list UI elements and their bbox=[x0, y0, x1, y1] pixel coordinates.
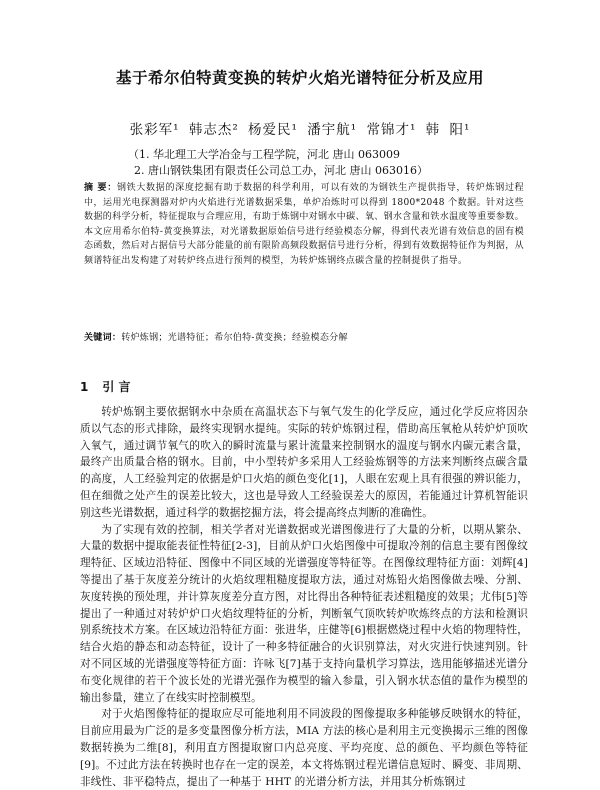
section-title: 引 言 bbox=[102, 380, 131, 394]
abstract bbox=[84, 181, 524, 269]
section-number: 1 bbox=[80, 380, 89, 394]
paper-title: 基于希尔伯特黄变换的转炉火焰光谱特征分析及应用 bbox=[115, 69, 484, 87]
body-text bbox=[80, 404, 528, 790]
paragraph: 转炉炼钢主要依据钢水中杂质在高温状态下与氧气发生的化学反应，通过化学反应将因杂质以气态的形式排除，最终实现钢水提纯。实际的转炉炼钢过程，借助高压氧枪从转炉炉顶吹入氧气，通过调节氧气的吹入的瞬时流量与累计流量来控制钢水的温度与钢水内碳元素含量，最终产出质量合格的钢水。目前，中小型转炉多采用人工经验炼钢等的方法来判断终点碳含量的高度，人工经验判定的依据是炉口火焰的颜色变化[1]，人眼在宏观上具有很强的辨识能力，但在细微之处产生的误差比较大，这也是导致人工经验误差大的原因，若能通过计算机智能识别这些光谱数据，通过科学的数据挖掘方法，将会提高终点判断的准确性。 bbox=[80, 406, 528, 519]
keywords bbox=[84, 330, 524, 343]
abstract-label: 摘 要： bbox=[84, 183, 117, 193]
author-list: 张彩军¹ 韩志杰² 杨爱民¹ 潘宇航¹ 常锦才¹ 韩 阳¹ bbox=[129, 122, 471, 138]
abstract-text: 钢铁大数据的深度挖掘有助于数据的科学利用，可以有效的为钢铁生产提供指导，转炉炼钢过程中，运用光电探测器对炉内火焰进行光谱数据采集，单炉冶炼时可以得到 1800*2048 个数据。针对这些数据的科学分析，特征提取与合理应用，有助于炼钢中对钢水中碳、氧、钢水含量和铁水温度等重要参数。本文应用希尔伯特-黄变换算法，对光谱数据原始信号进行经验模态分解，得到代表光谱有效信息的固有模态函数，然后对占据信号大部分能量的前有限阶高频段数据信号进行分析，得到有效数据特征作为判据，从频谱特征出发构建了对转炉终点进行预判的模型，为转炉炼钢终点碳含量的控制提供了指导。 bbox=[84, 183, 524, 266]
section-heading bbox=[80, 378, 145, 395]
affiliation-2: 2. 唐山钢铁集团有限责任公司总工办，河北 唐山 063016） bbox=[134, 164, 428, 177]
keywords-label: 关键词： bbox=[84, 333, 122, 343]
paragraph: 对于火焰图像特征的提取应尽可能地利用不同波段的图像提取多种能够反映钢水的特征，目前应用最为广泛的是多变量图像分析方法，MIA 方法的核心是利用主元变换揭示三维的图像数据转换为二维[8]，利用直方图提取窗口内总亮度、平均亮度、总的颜色、平均颜色等特征[9]。不过此方法在转换时也存在一定的误差，本文将炼钢过程光谱信息短时、瞬变、非周期、非线性、非平稳特点，提出了一种基于 HHT 的光谱分析方法，并用其分析炼钢过 bbox=[80, 708, 528, 788]
keywords-text: 转炉炼钢；光谱特征；希尔伯特-黄变换；经验模态分解 bbox=[121, 333, 348, 343]
affiliation-1: （1. 华北理工大学冶金与工程学院，河北 唐山 063009 bbox=[128, 148, 400, 161]
paragraph: 为了实现有效的控制，相关学者对光谱数据或光谱图像进行了大量的分析，以期从繁杂、大量的数据中提取能表征性特征[2-3]，目前从炉口火焰图像中可提取冷剂的信息主要有图像纹理特征、区域边沿特征、图像中不同区域的光谱强度等特征等。在图像纹理特征方面：刘辉[4]等提出了基于灰度差分统计的火焰纹理粗糙度提取方法，通过对炼铅火焰图像做去噪、分割、灰度转换的预处理，并计算灰度差分直方图，对比得出各种特征表述粗糙度的效果；尤伟[5]等提出了一种通过对转炉炉口火焰纹理特征的分析，判断氧气顶吹转炉吹炼终点的方法和检测识别系统技术方案。在区域边沿特征方面：张进华，庄健等[6]根据燃烧过程中火焰的物理特性，结合火焰的静态和动态特征，设计了一种多特征融合的火识别算法，对火灾进行快速判别。针对不同区域的光谱强度等特征方面：许咏飞[7]基于支持向量机学习算法，选用能够描述光谱分布变化规律的若干个波长处的光谱光强作为模型的输入参量，引入钢水状态值的量作为模型的输出参量，建立了在线实时控制模型。 bbox=[80, 523, 528, 704]
